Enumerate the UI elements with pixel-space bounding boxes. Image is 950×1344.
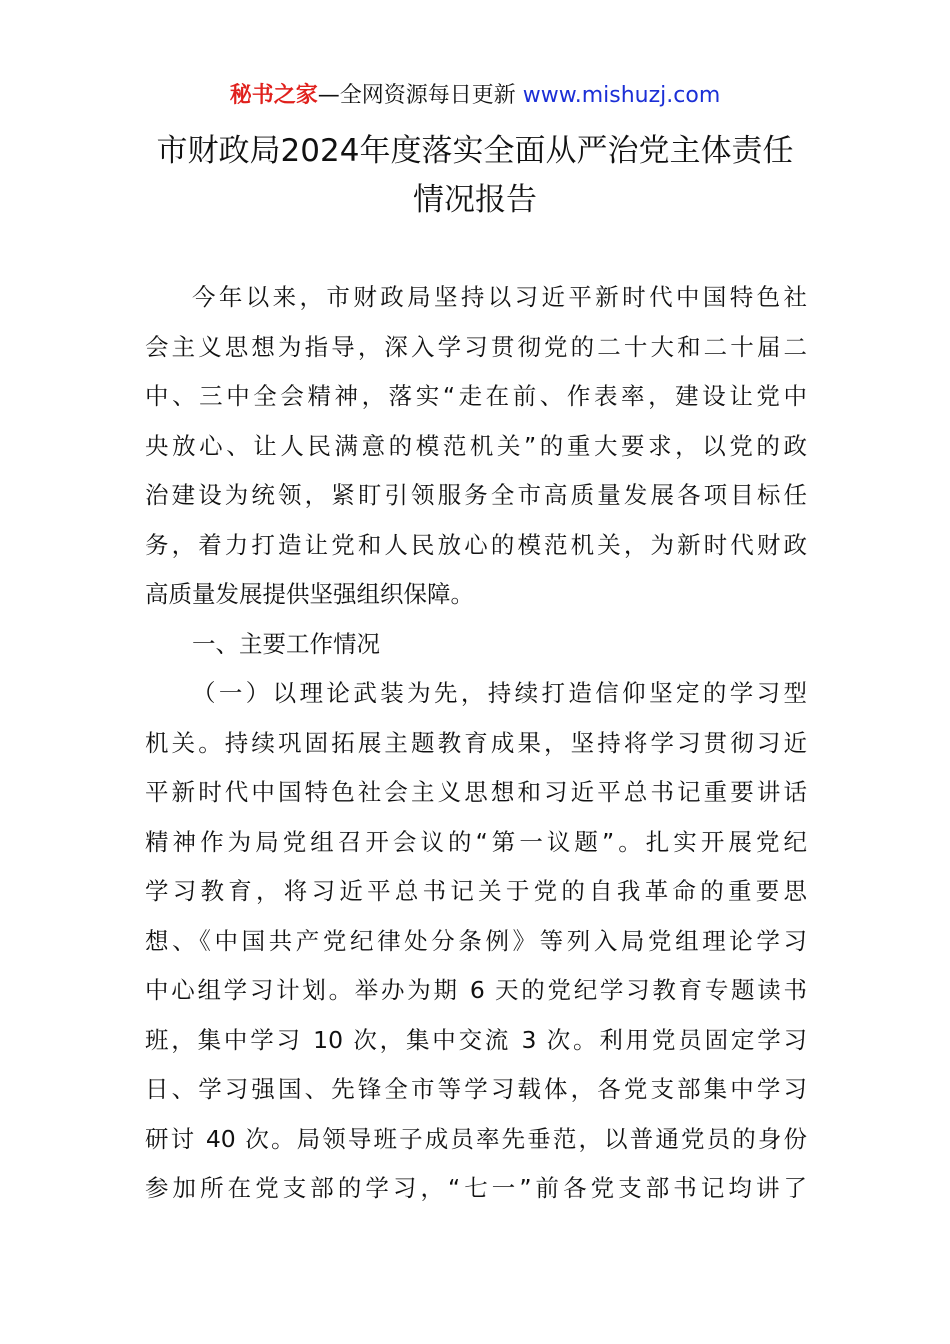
title-line-1: 市财政局2024年度落实全面从严治党主体责任 [156,133,794,169]
document-title [0,127,950,225]
body-line: 平新时代中国特色社会主义思想和习近平总书记重要讲话 [145,778,807,806]
subsection-heading: （一）以理论武装为先，持续打造信仰坚定的学习型 [192,679,807,707]
body-line: 研讨 40 次。局领导班子成员率先垂范，以普通党员的身份 [145,1124,807,1153]
body-line: 班，集中学习 10 次，集中交流 3 次。利用党员固定学习 [145,1025,807,1054]
body-line: 学习教育，将习近平总书记关于党的自我革命的重要思 [145,877,807,905]
site-url-link[interactable]: www.mishuzj.com [522,83,721,108]
header-tagline: —全网资源每日更新 [317,83,523,108]
body-line: 想、《中国共产党纪律处分条例》等列入局党组理论学习 [145,926,807,955]
title-line-2: 情况报告 [413,182,537,218]
body-line: 今年以来，市财政局坚持以习近平新时代中国特色社 [192,283,807,311]
body-line: 央放心、让人民满意的模范机关”的重大要求，以党的政 [145,431,807,460]
body-line: 中、三中全会精神，落实“走在前、作表率，建设让党中 [145,382,807,410]
section-heading: 一、主要工作情况 [192,629,380,658]
body-line: 会主义思想为指导，深入学习贯彻党的二十大和二十届二 [145,332,807,361]
site-header [0,80,950,112]
body-line: 高质量发展提供坚强组织保障。 [145,580,474,608]
document-body [145,273,807,1214]
body-line: 治建设为统领，紧盯引领服务全市高质量发展各项目标任 [145,481,807,509]
body-line: 参加所在党支部的学习，“七一”前各党支部书记均讲了 [145,1174,807,1202]
body-line: 日、学习强国、先锋全市等学习载体，各党支部集中学习 [145,1075,807,1103]
brand-name: 秘书之家 [229,83,318,108]
body-line: 机关。持续巩固拓展主题教育成果，坚持将学习贯彻习近 [145,728,807,757]
body-line: 务，着力打造让党和人民放心的模范机关，为新时代财政 [145,530,807,559]
body-line: 中心组学习计划。举办为期 6 天的党纪学习教育专题读书 [145,976,807,1004]
body-line: 精神作为局党组召开会议的“第一议题”。扎实开展党纪 [145,827,807,856]
